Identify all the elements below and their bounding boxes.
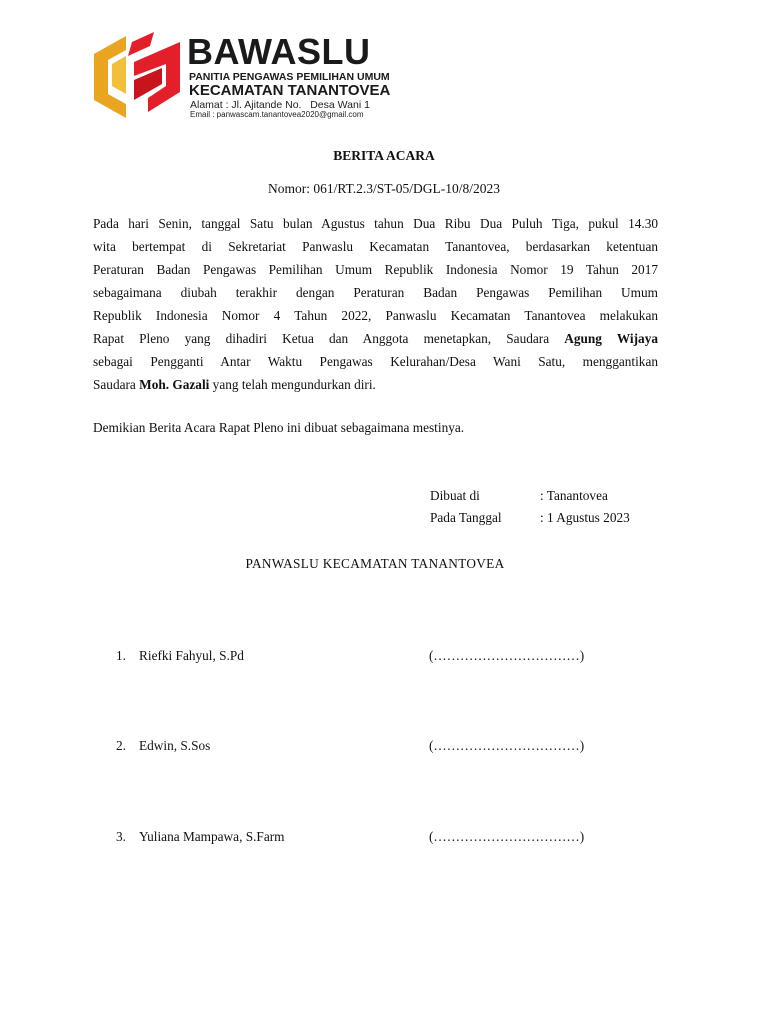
paragraph-text: sebagaimana diubah terakhir dengan Peraturan Badan Pengawas Pemilihan Umum xyxy=(93,285,658,300)
brand-email: Email : panwascam.tanantovea2020@gmail.com xyxy=(190,110,364,119)
paragraph-line xyxy=(93,258,658,281)
paragraph-text: Saudara xyxy=(93,377,140,392)
document-title: BERITA ACARA xyxy=(333,148,435,163)
paragraph-text: Pada hari Senin, tanggal Satu bulan Agustus tahun Dua Ribu Dua Puluh Tiga, pukul 14.30 xyxy=(93,216,658,231)
place-value: : Tanantovea xyxy=(540,488,608,503)
highlighted-name: Moh. Gazali xyxy=(139,377,210,392)
paragraph-text: Peraturan Badan Pengawas Pemilihan Umum Republik Indonesia Nomor 19 Tahun 2017 xyxy=(93,262,658,277)
signature-line: (……………………………) xyxy=(429,738,585,753)
paragraph-line xyxy=(93,304,658,327)
paragraph-text: yang telah mengundurkan diri. xyxy=(209,377,376,392)
brand-district: KECAMATAN TANANTOVEA xyxy=(189,82,391,99)
paragraph-text: Rapat Pleno yang dihadiri Ketua dan Anggota menetapkan, Saudara xyxy=(93,331,565,346)
paragraph-text: Republik Indonesia Nomor 4 Tahun 2022, Panwaslu Kecamatan Tanantovea melakukan xyxy=(93,308,658,323)
closing-sentence: Demikian Berita Acara Rapat Pleno ini dibuat sebagaimana mestinya. xyxy=(93,420,465,435)
paragraph-line xyxy=(93,281,658,304)
signature-line: (……………………………) xyxy=(429,648,585,663)
place-label: Dibuat di xyxy=(430,488,480,503)
signatory-number: 2. xyxy=(116,738,126,753)
bawaslu-logo-icon xyxy=(92,32,182,118)
office-name: PANWASLU KECAMATAN TANANTOVEA xyxy=(245,556,505,571)
brand-address: Alamat : Jl. Ajitande No. Desa Wani 1 xyxy=(190,99,370,111)
date-value: : 1 Agustus 2023 xyxy=(540,510,630,525)
brand-subtitle: PANITIA PENGAWAS PEMILIHAN UMUM xyxy=(189,71,390,83)
paragraph-text: sebagai Pengganti Antar Waktu Pengawas Kelurahan/Desa Wani Satu, menggantikan xyxy=(93,354,658,369)
highlighted-name: Agung Wijaya xyxy=(564,331,658,346)
paragraph-text: wita bertempat di Sekretariat Panwaslu Kecamatan Tanantovea, berdasarkan ketentuan xyxy=(93,239,658,254)
document-number: Nomor: 061/RT.2.3/ST-05/DGL-10/8/2023 xyxy=(267,181,501,196)
paragraph-line xyxy=(93,327,658,350)
signatory-name: Yuliana Mampawa, S.Farm xyxy=(139,829,285,844)
signature-line: (……………………………) xyxy=(429,829,585,844)
signatory-number: 1. xyxy=(116,648,126,663)
signatory-name: Riefki Fahyul, S.Pd xyxy=(139,648,244,663)
signatory-name: Edwin, S.Sos xyxy=(139,738,211,753)
body-paragraph xyxy=(93,212,658,396)
brand-name: BAWASLU xyxy=(187,31,371,72)
paragraph-line xyxy=(93,212,658,235)
paragraph-line xyxy=(93,373,658,396)
paragraph-line xyxy=(93,235,658,258)
paragraph-line xyxy=(93,350,658,373)
signatory-number: 3. xyxy=(116,829,126,844)
date-label: Pada Tanggal xyxy=(430,510,502,525)
